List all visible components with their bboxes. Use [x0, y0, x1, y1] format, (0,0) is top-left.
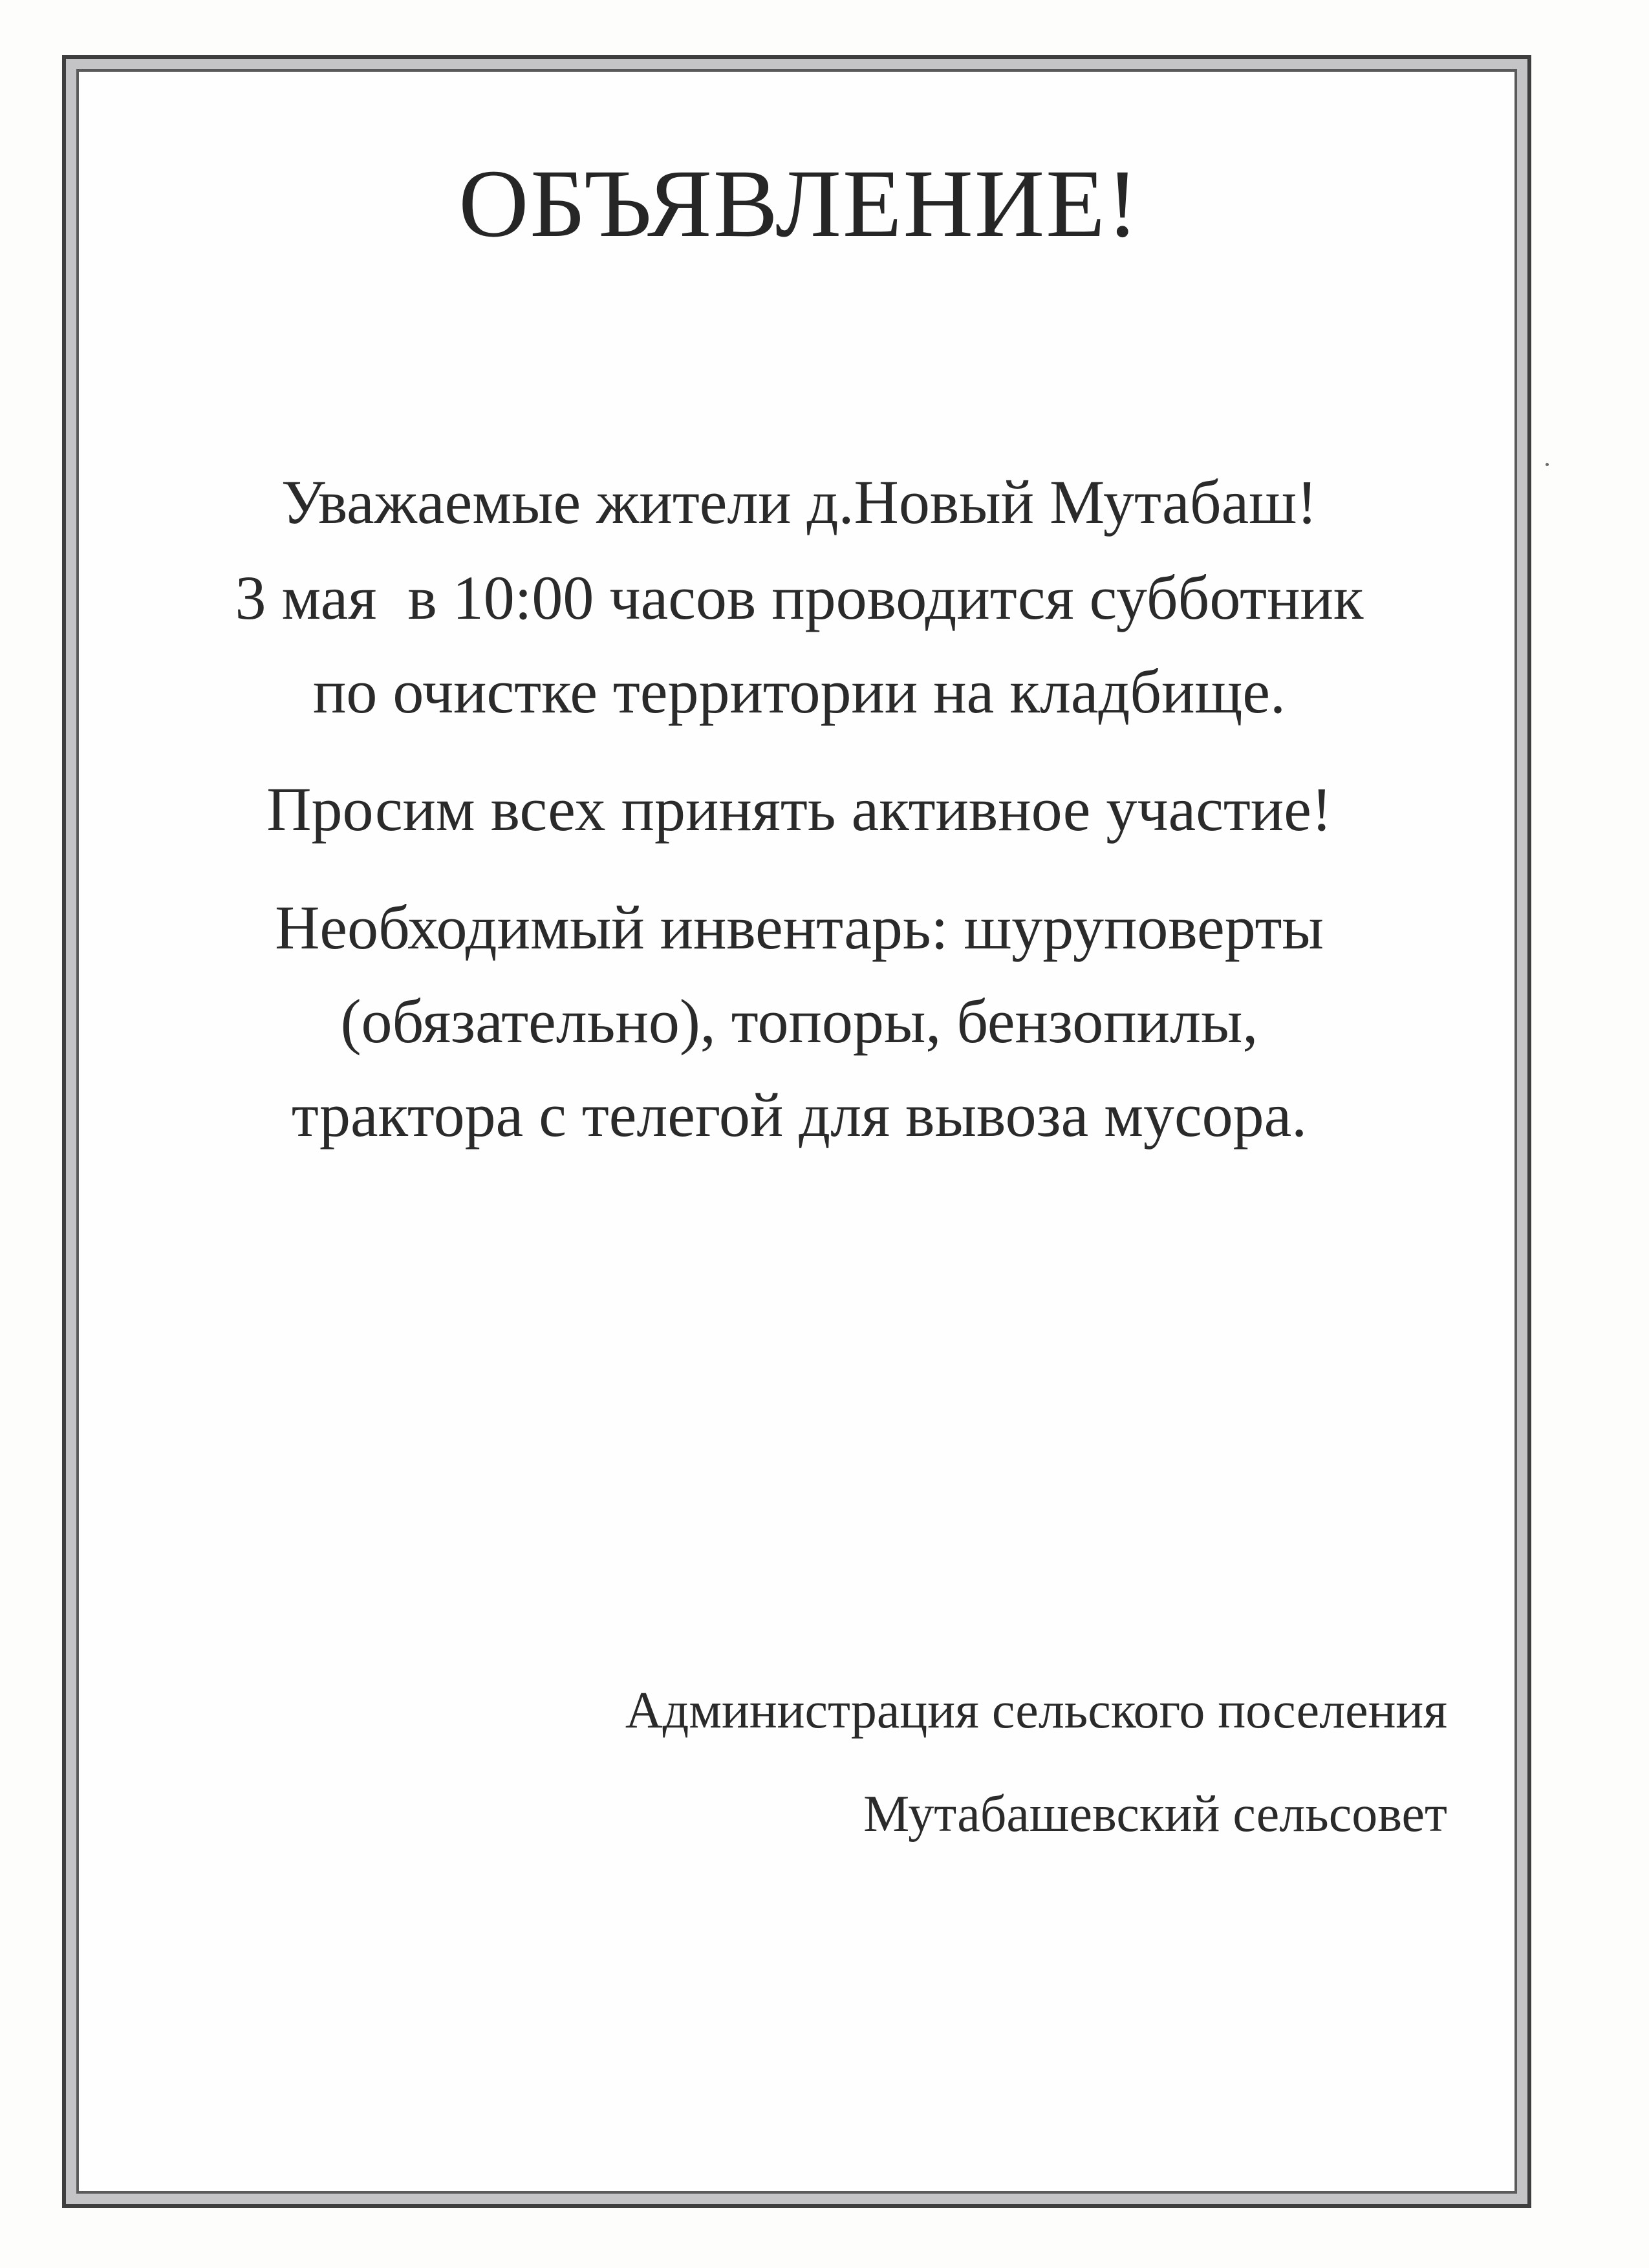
signature-line-2: Мутабашевский сельсовет: [863, 1786, 1447, 1843]
notice-title: ОБЪЯВЛЕНИЕ!: [458, 150, 1140, 257]
signature-line-1: Администрация сельского поселения: [625, 1682, 1447, 1739]
request-line: Просим всех принять активное участие!: [266, 775, 1332, 844]
equipment-line-3: трактора с телегой для вывоза мусора.: [291, 1080, 1308, 1150]
equipment-line-2: (обязательно), топоры, бензопилы,: [340, 987, 1258, 1056]
equipment-line-1: Необходимый инвентарь: шуруповерты: [275, 893, 1324, 962]
greeting-line: Уважаемые жители д.Новый Мутабаш!: [281, 467, 1318, 537]
scan-speck: [1546, 463, 1549, 466]
event-line-2: по очистке территории на кладбище.: [312, 657, 1286, 726]
event-line-1: 3 мая в 10:00 часов проводится субботник: [235, 563, 1364, 632]
